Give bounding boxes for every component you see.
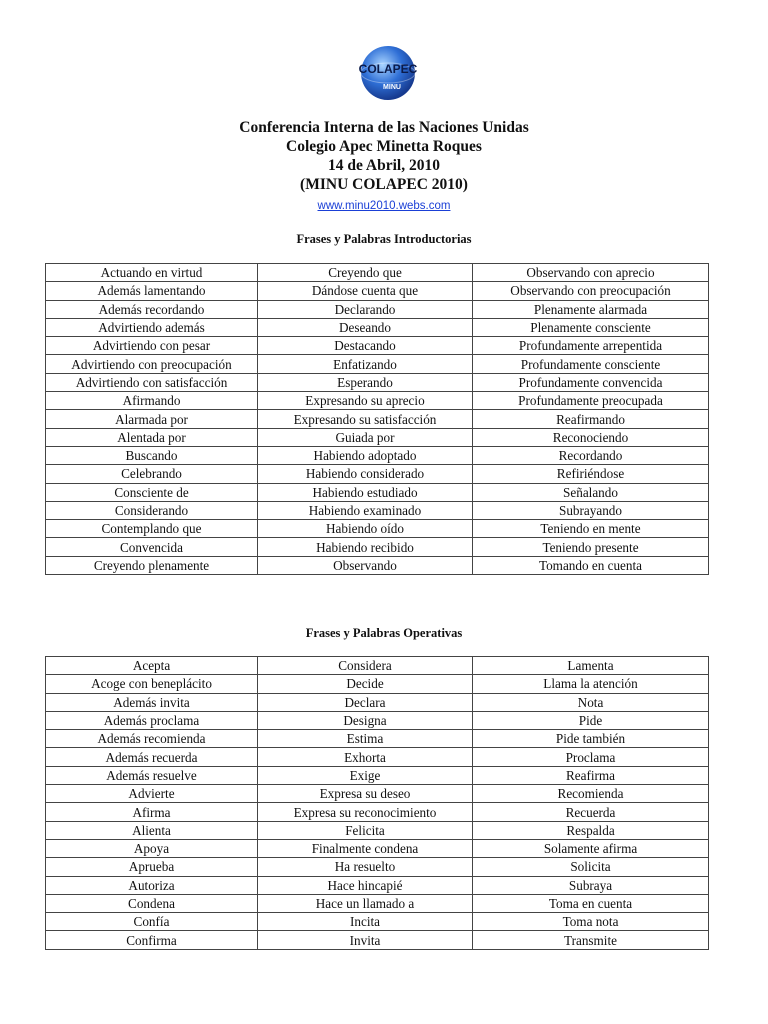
table-cell: Recomienda [473, 785, 709, 803]
table-cell: Habiendo adoptado [258, 446, 473, 464]
table-cell: Observando con preocupación [473, 282, 709, 300]
table-cell: Habiendo estudiado [258, 483, 473, 501]
table-cell: Transmite [473, 931, 709, 949]
table-cell: Pide también [473, 730, 709, 748]
table-cell: Expresa su reconocimiento [258, 803, 473, 821]
table-cell: Observando [258, 556, 473, 574]
table-row [46, 931, 709, 949]
table-cell: Además proclama [46, 711, 258, 729]
table-row [46, 556, 709, 574]
table-cell: Incita [258, 913, 473, 931]
table-row [46, 766, 709, 784]
table-cell: Contemplando que [46, 520, 258, 538]
table-cell: Invita [258, 931, 473, 949]
table-cell: Designa [258, 711, 473, 729]
table-row [46, 538, 709, 556]
table-row [46, 465, 709, 483]
table-cell: Llama la atención [473, 675, 709, 693]
intro-phrases-table [45, 263, 709, 575]
table-row [46, 693, 709, 711]
table-cell: Ha resuelto [258, 858, 473, 876]
table-row [46, 711, 709, 729]
table-cell: Profundamente preocupada [473, 392, 709, 410]
table-cell: Condena [46, 894, 258, 912]
table-cell: Además lamentando [46, 282, 258, 300]
table-cell: Advierte [46, 785, 258, 803]
table-row [46, 913, 709, 931]
document-header [0, 118, 768, 194]
intro-section-title: Frases y Palabras Introductorias [296, 232, 472, 246]
table-cell: Expresa su deseo [258, 785, 473, 803]
table-cell: Subrayando [473, 501, 709, 519]
table-cell: Acoge con beneplácito [46, 675, 258, 693]
table-cell: Confirma [46, 931, 258, 949]
table-row [46, 300, 709, 318]
table-cell: Teniendo en mente [473, 520, 709, 538]
table-cell: Además recomienda [46, 730, 258, 748]
operative-phrases-table [45, 656, 709, 950]
table-cell: Advirtiendo además [46, 318, 258, 336]
colapec-logo [354, 44, 422, 102]
table-row [46, 282, 709, 300]
table-row [46, 318, 709, 336]
table-cell: Además resuelve [46, 766, 258, 784]
table-row [46, 803, 709, 821]
table-row [46, 730, 709, 748]
table-row [46, 428, 709, 446]
table-cell: Exige [258, 766, 473, 784]
table-cell: Autoriza [46, 876, 258, 894]
table-row [46, 858, 709, 876]
table-cell: Respalda [473, 821, 709, 839]
logo-text-bottom: MINU [383, 84, 401, 91]
table-cell: Plenamente alarmada [473, 300, 709, 318]
table-row [46, 264, 709, 282]
table-cell: Advirtiendo con pesar [46, 337, 258, 355]
table-cell: Habiendo oído [258, 520, 473, 538]
table-cell: Advirtiendo con satisfacción [46, 373, 258, 391]
table-cell: Declarando [258, 300, 473, 318]
table-cell: Además recordando [46, 300, 258, 318]
table-row [46, 337, 709, 355]
table-cell: Finalmente condena [258, 839, 473, 857]
table-row [46, 785, 709, 803]
table-cell: Destacando [258, 337, 473, 355]
table-cell: Refiriéndose [473, 465, 709, 483]
table-cell: Profundamente arrepentida [473, 337, 709, 355]
table-cell: Reconociendo [473, 428, 709, 446]
table-row [46, 675, 709, 693]
table-cell: Habiendo recibido [258, 538, 473, 556]
table-cell: Expresando su aprecio [258, 392, 473, 410]
table-cell: Felicita [258, 821, 473, 839]
table-row [46, 446, 709, 464]
table-row [46, 839, 709, 857]
table-row [46, 410, 709, 428]
table-cell: Pide [473, 711, 709, 729]
table-cell: Profundamente consciente [473, 355, 709, 373]
table-row [46, 355, 709, 373]
table-cell: Además recuerda [46, 748, 258, 766]
table-cell: Plenamente consciente [473, 318, 709, 336]
table-cell: Apoya [46, 839, 258, 857]
table-cell: Consciente de [46, 483, 258, 501]
table-cell: Habiendo considerado [258, 465, 473, 483]
table-cell: Enfatizando [258, 355, 473, 373]
table-cell: Teniendo presente [473, 538, 709, 556]
table-row [46, 501, 709, 519]
table-cell: Alentada por [46, 428, 258, 446]
table-cell: Advirtiendo con preocupación [46, 355, 258, 373]
table-cell: Deseando [258, 318, 473, 336]
table-cell: Toma nota [473, 913, 709, 931]
table-cell: Lamenta [473, 657, 709, 675]
table-cell: Hace un llamado a [258, 894, 473, 912]
table-cell: Actuando en virtud [46, 264, 258, 282]
table-cell: Alienta [46, 821, 258, 839]
table-cell: Confía [46, 913, 258, 931]
table-cell: Toma en cuenta [473, 894, 709, 912]
table-row [46, 520, 709, 538]
table-cell: Profundamente convencida [473, 373, 709, 391]
table-cell: Recuerda [473, 803, 709, 821]
table-row [46, 876, 709, 894]
table-cell: Reafirma [473, 766, 709, 784]
table-cell: Creyendo que [258, 264, 473, 282]
table-cell: Alarmada por [46, 410, 258, 428]
table-cell: Celebrando [46, 465, 258, 483]
table-cell: Expresando su satisfacción [258, 410, 473, 428]
table-cell: Creyendo plenamente [46, 556, 258, 574]
table-cell: Esperando [258, 373, 473, 391]
table-cell: Afirmando [46, 392, 258, 410]
table-cell: Declara [258, 693, 473, 711]
table-cell: Dándose cuenta que [258, 282, 473, 300]
table-row [46, 657, 709, 675]
operative-section-title: Frases y Palabras Operativas [305, 626, 463, 640]
table-row [46, 894, 709, 912]
table-cell: Buscando [46, 446, 258, 464]
table-cell: Considerando [46, 501, 258, 519]
title-date: 14 de Abril, 2010 [328, 157, 440, 174]
table-cell: Decide [258, 675, 473, 693]
table-row [46, 483, 709, 501]
table-row [46, 748, 709, 766]
table-cell: Proclama [473, 748, 709, 766]
table-cell: Recordando [473, 446, 709, 464]
table-row [46, 821, 709, 839]
table-cell: Además invita [46, 693, 258, 711]
table-cell: Tomando en cuenta [473, 556, 709, 574]
table-cell: Habiendo examinado [258, 501, 473, 519]
title-conference: Conferencia Interna de las Naciones Unidas [239, 119, 529, 136]
table-cell: Convencida [46, 538, 258, 556]
table-cell: Señalando [473, 483, 709, 501]
table-row [46, 392, 709, 410]
title-school: Colegio Apec Minetta Roques [286, 138, 482, 155]
table-cell: Hace hincapié [258, 876, 473, 894]
table-cell: Exhorta [258, 748, 473, 766]
table-cell: Acepta [46, 657, 258, 675]
table-cell: Afirma [46, 803, 258, 821]
table-cell: Solamente afirma [473, 839, 709, 857]
table-cell: Aprueba [46, 858, 258, 876]
title-event: (MINU COLAPEC 2010) [300, 176, 468, 193]
table-cell: Guiada por [258, 428, 473, 446]
table-cell: Considera [258, 657, 473, 675]
table-cell: Solicita [473, 858, 709, 876]
logo-text-top: COLAPEC [358, 62, 418, 76]
table-cell: Reafirmando [473, 410, 709, 428]
website-link[interactable]: www.minu2010.webs.com [317, 200, 451, 212]
table-row [46, 373, 709, 391]
table-cell: Observando con aprecio [473, 264, 709, 282]
table-cell: Nota [473, 693, 709, 711]
table-cell: Estima [258, 730, 473, 748]
table-cell: Subraya [473, 876, 709, 894]
